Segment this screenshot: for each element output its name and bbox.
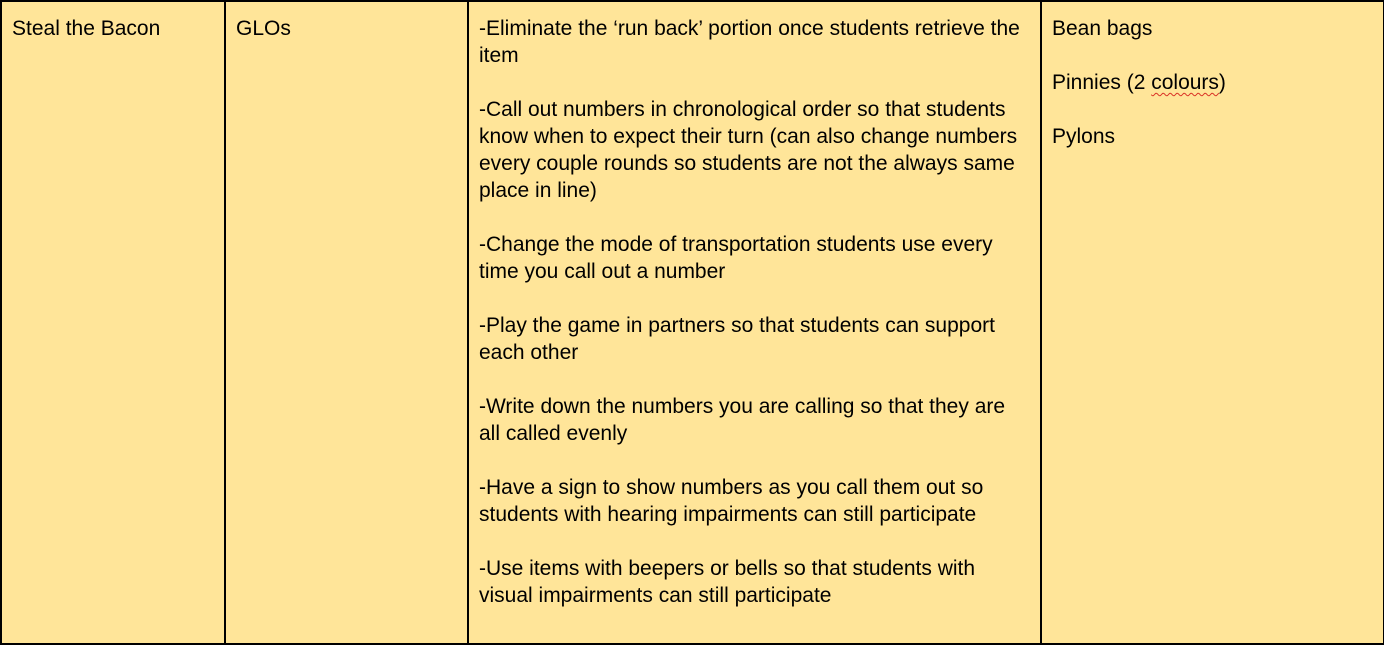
adaptation-item: -Eliminate the ‘run back’ portion once students retrieve the item [479,17,1020,67]
activity-name-cell[interactable] [1,1,225,644]
table-row [1,1,1384,644]
equipment-item-pinnies-prefix: Pinnies (2 [1052,71,1152,94]
equipment-item-pinnies-suffix: ) [1218,71,1226,94]
adaptation-item: -Call out numbers in chronological order so that students know when to expect their turn (can also change numbers every couple rounds so students are not the always same place in line) [479,98,1018,202]
adaptation-item: -Play the game in partners so that students can support each other [479,314,995,364]
equipment-cell[interactable] [1041,1,1384,644]
equipment-item-pinnies [1052,69,1373,96]
outcomes-cell[interactable] [225,1,468,644]
adaptation-item: -Change the mode of transportation students use every time you call out a number [479,233,993,283]
adaptation-item: -Write down the numbers you are calling so that they are all called evenly [479,395,1006,445]
equipment-item-pylons: Pylons [1052,125,1116,148]
adaptation-item: -Have a sign to show numbers as you call them out so students with hearing impairments can still participate [479,476,984,526]
outcomes-text: GLOs [236,17,291,40]
adaptation-item: -Use items with beepers or bells so that students with visual impairments can still participate [479,557,976,607]
equipment-item-bean-bags: Bean bags [1052,17,1153,40]
spellcheck-flagged-word[interactable]: colours [1151,71,1219,94]
activity-name: Steal the Bacon [12,17,161,40]
adaptations-cell[interactable] [468,1,1041,644]
